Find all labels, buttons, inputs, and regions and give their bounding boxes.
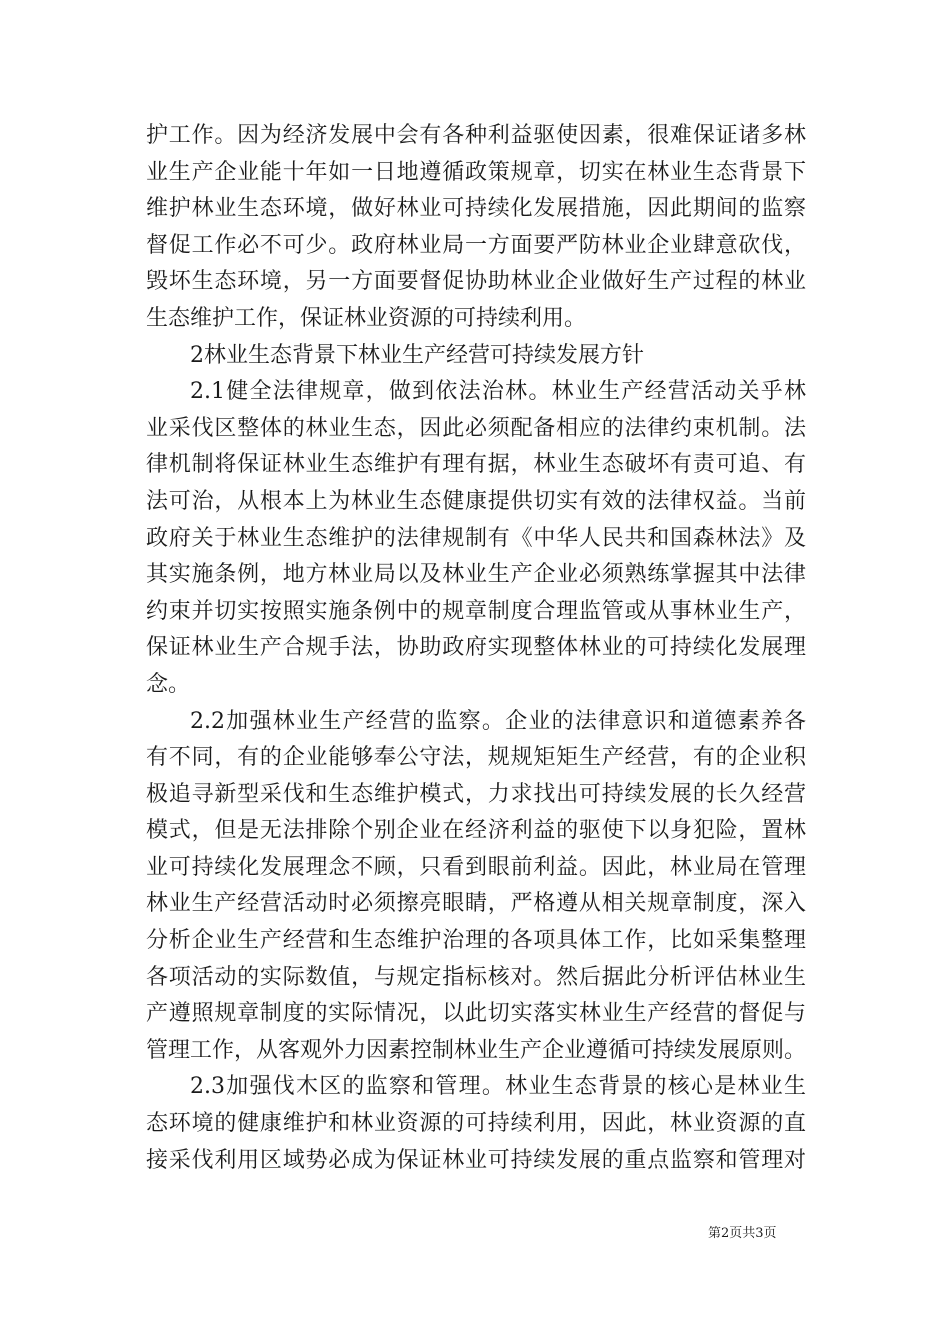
text-line: 极追寻新型采伐和生态维护模式，力求找出可持续发展的长久经营	[146, 781, 806, 807]
text-line: 有不同，有的企业能够奉公守法，规规矩矩生产经营，有的企业积	[146, 745, 806, 771]
text-line: 督促工作必不可少。政府林业局一方面要严防林业企业肆意砍伐，	[146, 232, 806, 258]
text-line: 律机制将保证林业生态维护有理有据，林业生态破坏有责可追、有	[146, 452, 806, 478]
text-line: 分析企业生产经营和生态维护治理的各项具体工作，比如采集整理	[146, 928, 806, 954]
page-number: 第2页共3页	[708, 1226, 777, 1241]
text-line: 接采伐利用区域势必成为保证林业可持续发展的重点监察和管理对	[146, 1147, 806, 1173]
text-line: 护工作。因为经济发展中会有各种利益驱使因素，很难保证诸多林	[146, 123, 806, 148]
text-line: 各项活动的实际数值，与规定指标核对。然后据此分析评估林业生	[146, 964, 806, 990]
text-line: 其实施条例，地方林业局以及林业生产企业必须熟练掌握其中法律	[146, 562, 806, 588]
text-line: 保证林业生产合规手法，协助政府实现整体林业的可持续化发展理	[146, 635, 806, 661]
document-body	[146, 118, 806, 1179]
text-line: 2.1健全法律规章，做到依法治林。林业生产经营活动关乎林	[190, 379, 806, 405]
text-line: 约束并切实按照实施条例中的规章制度合理监管或从事林业生产，	[146, 598, 806, 624]
text-line: 维护林业生态环境，做好林业可持续化发展措施，因此期间的监察	[146, 196, 806, 222]
text-line: 2林业生态背景下林业生产经营可持续发展方针	[190, 342, 644, 368]
text-line: 产遵照规章制度的实际情况，以此切实落实林业生产经营的督促与	[146, 1001, 806, 1027]
text-line: 业可持续化发展理念不顾，只看到眼前利益。因此，林业局在管理	[146, 854, 806, 880]
text-line: 政府关于林业生态维护的法律规制有《中华人民共和国森林法》及	[146, 525, 806, 551]
text-line: 毁坏生态环境，另一方面要督促协助林业企业做好生产过程的林业	[146, 269, 806, 295]
text-line: 生态维护工作，保证林业资源的可持续利用。	[146, 305, 587, 331]
text-line: 业采伐区整体的林业生态，因此必须配备相应的法律约束机制。法	[146, 415, 806, 441]
text-line: 2.2加强林业生产经营的监察。企业的法律意识和道德素养各	[190, 708, 806, 734]
text-line: 管理工作，从客观外力因素控制林业生产企业遵循可持续发展原则。	[146, 1037, 807, 1063]
text-line: 念。	[146, 671, 191, 697]
text-line: 态环境的健康维护和林业资源的可持续利用，因此，林业资源的直	[146, 1111, 806, 1137]
text-line: 业生产企业能十年如一日地遵循政策规章，切实在林业生态背景下	[146, 159, 806, 185]
text-line: 林业生产经营活动时必须擦亮眼睛，严格遵从相关规章制度，深入	[146, 891, 806, 917]
text-line: 2.3加强伐木区的监察和管理。林业生态背景的核心是林业生	[190, 1074, 806, 1100]
text-line: 法可治，从根本上为林业生态健康提供切实有效的法律权益。当前	[146, 488, 806, 514]
text-line: 模式，但是无法排除个别企业在经济利益的驱使下以身犯险，置林	[146, 818, 806, 844]
